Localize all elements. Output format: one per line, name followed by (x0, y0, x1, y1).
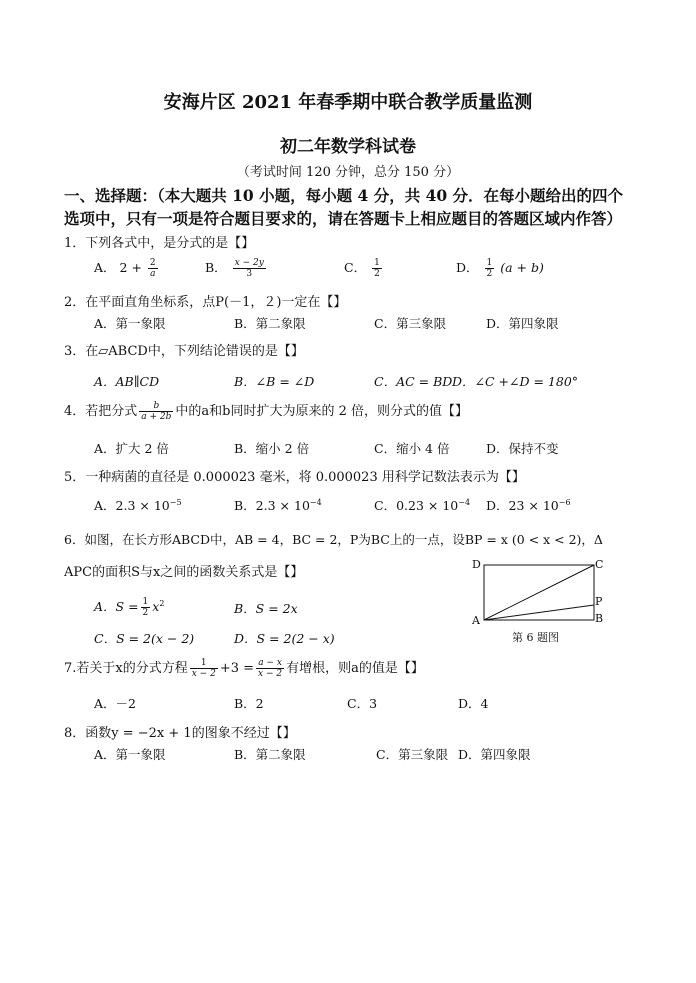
question-3-stem: 3．在▱ABCD中，下列结论错误的是【】 (64, 344, 304, 359)
question-2-stem: 2．在平面直角坐标系，点P(－1，２)一定在【】 (64, 295, 347, 310)
question-3-option-a: A．AB∥CD (94, 374, 160, 389)
option-d-fraction (485, 258, 495, 279)
option-base: A．2.3 × 10 (94, 498, 170, 513)
question-7-fraction-1 (190, 658, 218, 679)
question-5-option-c (374, 496, 470, 514)
fraction-denominator: 2 (374, 269, 380, 279)
question-5-option-a (94, 496, 182, 514)
segment-ac (484, 565, 594, 620)
question-3-option-c: C．AC = BD (374, 374, 453, 389)
fraction-numerator: b (139, 401, 173, 412)
option-a-prefix: A．S = (94, 599, 139, 614)
question-4-stem-post: 中的a和b同时扩大为原来的 2 倍，则分式的值【】 (175, 404, 469, 419)
fraction-numerator: 1 (486, 258, 493, 268)
question-3-option-d: D．∠C +∠D = 180° (452, 374, 579, 389)
option-exponent: −6 (558, 497, 571, 507)
fraction-denominator: 3 (246, 269, 253, 279)
option-a-prefix: A． (94, 260, 116, 275)
option-d-expr: (a + b) (500, 260, 544, 275)
exam-title: 安海片区 2021 年春季期中联合教学质量监测 (163, 92, 533, 113)
question-1-option-b (205, 258, 268, 279)
option-a-exponent: 2 (159, 598, 165, 608)
question-2-option-d: D．第四象限 (486, 316, 559, 331)
option-exponent: −4 (309, 497, 322, 507)
option-base: C．0.23 × 10 (374, 498, 459, 513)
fraction-denominator: 2 (486, 269, 493, 279)
question-2-option-b: B．第二象限 (234, 316, 306, 331)
question-7-fraction-2 (256, 658, 284, 679)
question-6-option-c: C．S = 2(x − 2) (94, 631, 195, 646)
option-base: B．2.3 × 10 (234, 498, 310, 513)
exam-subtitle: 初二年数学科试卷 (280, 137, 416, 157)
option-a-variable: x (152, 599, 160, 614)
question-1-stem: 1．下列各式中，是分式的是【】 (64, 236, 255, 251)
option-a-fraction (141, 597, 151, 618)
fraction-denominator: a + 2b (141, 412, 172, 422)
question-8-stem: 8．函数y = −2x + 1的图象不经过【】 (64, 726, 296, 741)
question-6-stem-line2: APC的面积S与x之间的函数关系式是【】 (64, 565, 304, 580)
question-1-option-a (94, 258, 160, 279)
fraction-numerator: 1 (190, 658, 218, 669)
option-b-fraction (233, 258, 266, 279)
fraction-numerator: 1 (374, 258, 380, 268)
option-exponent: −4 (458, 497, 471, 507)
section-heading-line2: 选项中，只有一项是符合题目要求的，请在答题卡上相应题目的答题区域内作答） (64, 209, 623, 228)
fraction-denominator: 2 (142, 608, 149, 618)
question-7-stem-post: 有增根，则a的值是【】 (286, 661, 424, 676)
option-d-prefix: D． (456, 260, 479, 275)
segment-ap (484, 605, 594, 620)
question-1-option-c (344, 258, 384, 279)
label-a: A (472, 614, 480, 627)
option-base: D．23 × 10 (486, 498, 559, 513)
question-4-stem-pre: 4．若把分式 (64, 404, 138, 419)
question-8-option-c: C．第三象限 (376, 747, 449, 762)
question-5-option-b (234, 496, 322, 514)
question-6-option-b: B．S = 2x (234, 601, 298, 616)
question-8-option-b: B．第二象限 (234, 747, 306, 762)
question-7-stem-pre: 7.若关于x的分式方程 (64, 661, 188, 676)
question-7-stem (64, 657, 424, 679)
fraction-denominator: x − 2 (191, 669, 216, 679)
rectangle-diagram (466, 554, 616, 646)
question-4-option-a: A．扩大 2 倍 (94, 441, 169, 456)
question-7-option-b: B．2 (234, 696, 264, 711)
question-7-option-c: C．3 (347, 696, 378, 711)
question-5-stem: 5．一种病菌的直径是 0.000023 毫米，将 0.000023 用科学记数法表示为【】 (64, 470, 525, 485)
question-2-option-a: A．第一象限 (94, 316, 166, 331)
option-c-prefix: C． (344, 260, 367, 275)
option-a-fraction (148, 258, 158, 279)
question-6-stem-line1: 6．如图，在长方形ABCD中，AB = 4，BC = 2，P为BC上的一点，设BP = x (0 < x < 2)，Δ (64, 532, 603, 547)
fraction-denominator: x − 2 (258, 669, 283, 679)
exam-note: （考试时间 120 分钟，总分 150 分） (236, 165, 460, 180)
option-b-prefix: B． (205, 260, 227, 275)
question-4-fraction (139, 401, 173, 422)
option-c-fraction (372, 258, 382, 279)
fraction-numerator: a − x (256, 658, 284, 669)
question-7-stem-mid: +3 = (219, 661, 255, 676)
question-4-option-b: B．缩小 2 倍 (234, 441, 310, 456)
question-6-option-d: D．S = 2(2 − x) (234, 631, 335, 646)
question-4-option-d: D．保持不变 (486, 441, 559, 456)
fraction-numerator: 2 (149, 258, 156, 268)
question-7-option-a: A．－2 (94, 696, 136, 711)
question-2-option-c: C．第三象限 (374, 316, 447, 331)
fraction-numerator: 1 (142, 597, 149, 607)
question-8-option-a: A．第一象限 (94, 747, 166, 762)
figure-caption: 第 6 题图 (512, 631, 559, 644)
question-1-option-d (456, 258, 544, 279)
question-5-option-d (486, 496, 571, 514)
option-a-expr: 2 + (119, 260, 142, 275)
label-c: C (595, 558, 604, 571)
question-6-figure (466, 554, 616, 650)
section-heading-line1: 一、选择题：（本大题共 10 小题，每小题 4 分，共 40 分．在每小题给出的四个 (64, 186, 624, 205)
fraction-numerator: x − 2y (234, 258, 264, 268)
question-8-option-d: D．第四象限 (458, 747, 531, 762)
fraction-denominator: a (150, 269, 156, 279)
question-4-option-c: C．缩小 4 倍 (374, 441, 450, 456)
question-3-option-b: B．∠B = ∠D (234, 374, 315, 389)
question-7-option-d: D．4 (458, 696, 489, 711)
option-exponent: −5 (169, 497, 182, 507)
question-4-stem (64, 400, 468, 422)
label-p: P (595, 595, 603, 608)
label-b: B (595, 612, 604, 625)
question-6-option-a (94, 597, 164, 618)
label-d: D (472, 558, 481, 571)
